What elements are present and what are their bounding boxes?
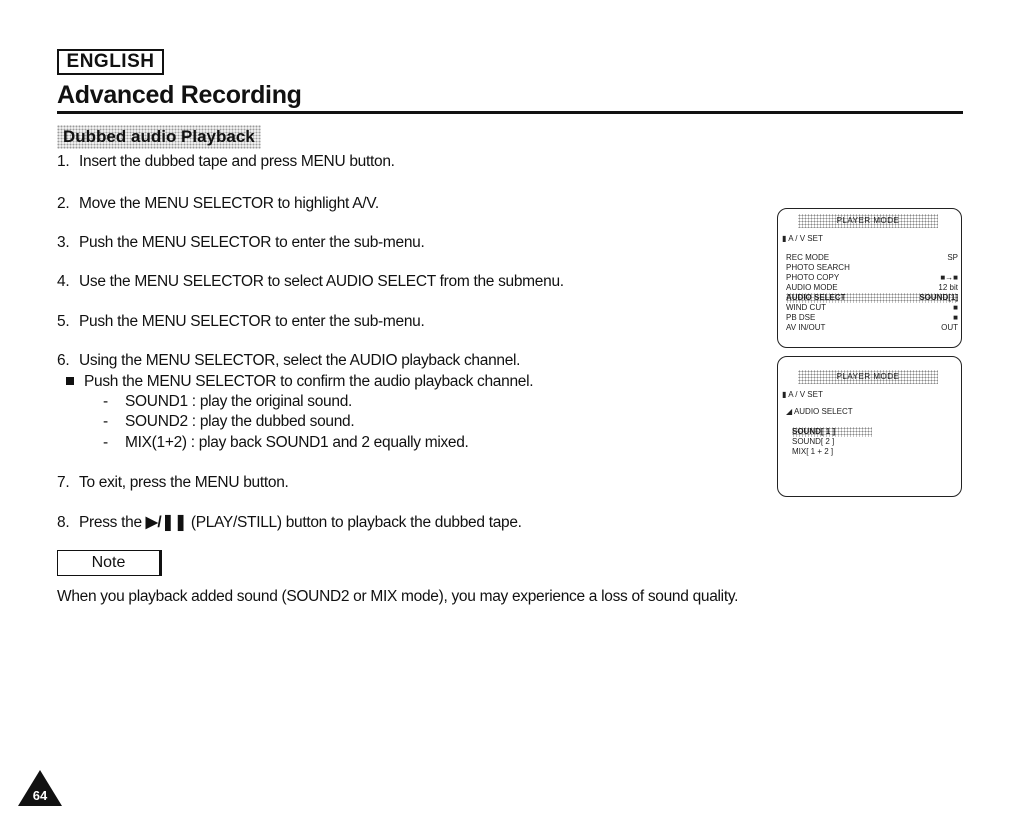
note-label: Note xyxy=(57,550,162,576)
step-text-before: Press the xyxy=(79,514,142,531)
step-6-item-sound1 xyxy=(103,392,352,412)
step-text: Push the MENU SELECTOR to enter the sub-menu. xyxy=(79,313,425,330)
sub-header-label: AUDIO SELECT xyxy=(793,407,853,416)
step-text-after: (PLAY/STILL) button to playback the dubbed tape. xyxy=(190,514,522,531)
menu-row-label: PHOTO SEARCH xyxy=(786,263,850,272)
step-5 xyxy=(57,312,424,332)
menu-list xyxy=(786,249,958,349)
step-text: Use the MENU SELECTOR to select AUDIO SELECT from the submenu. xyxy=(79,273,564,290)
menu-row-value: 12 bit xyxy=(938,283,958,292)
dash: - xyxy=(103,434,108,451)
page-number: 64 xyxy=(32,788,48,803)
step-6 xyxy=(57,351,520,371)
page-title: Advanced Recording xyxy=(57,81,302,109)
menu-row-audio-select xyxy=(786,293,958,303)
screen-header xyxy=(782,390,823,400)
step-2 xyxy=(57,194,379,214)
audio-select-header xyxy=(786,407,853,417)
step-number: 6. xyxy=(57,352,70,369)
menu-row-wind-cut xyxy=(786,303,958,313)
step-6-item-mix xyxy=(103,433,469,453)
language-label: ENGLISH xyxy=(57,49,164,75)
step-text: Push the MENU SELECTOR to enter the sub-menu. xyxy=(79,234,425,251)
menu-row-photo-copy xyxy=(786,273,958,283)
menu-row-label: WIND CUT xyxy=(786,303,826,312)
screen-header-label: A / V SET xyxy=(788,390,823,399)
menu-row-label: AV IN/OUT xyxy=(786,323,826,332)
option-sound2: SOUND[ 2 ] xyxy=(792,437,835,446)
section-title: Dubbed audio Playback xyxy=(57,125,261,149)
square-bullet-icon xyxy=(66,377,74,385)
note-text: When you playback added sound (SOUND2 or MIX mode), you may experience a loss of sound quality. xyxy=(57,588,739,605)
step-number: 3. xyxy=(57,234,70,251)
step-1 xyxy=(57,152,395,172)
menu-row-label: PHOTO COPY xyxy=(786,273,840,282)
step-6-item-sound2 xyxy=(103,412,354,432)
screen-header-label: A / V SET xyxy=(788,234,823,243)
menu-row-audio-mode xyxy=(786,283,958,293)
screen-header xyxy=(782,234,823,244)
step-number: 7. xyxy=(57,474,70,491)
speaker-icon: ◢ xyxy=(786,407,793,416)
step-3 xyxy=(57,233,424,253)
step-number: 5. xyxy=(57,313,70,330)
screen-title: PLAYER MODE xyxy=(798,370,938,384)
tape-icon: ▮ xyxy=(782,390,787,399)
step-text: Using the MENU SELECTOR, select the AUDIO playback channel. xyxy=(79,352,521,369)
menu-row-label: AUDIO MODE xyxy=(786,283,838,292)
menu-row-label: REC MODE xyxy=(786,253,830,262)
item-text: SOUND1 : play the original sound. xyxy=(125,393,353,410)
play-still-icon: ▶/❚❚ xyxy=(145,514,187,531)
screen-title: PLAYER MODE xyxy=(798,214,938,228)
item-text: SOUND2 : play the dubbed sound. xyxy=(125,413,355,430)
tape-icon: ▮ xyxy=(782,234,787,243)
step-7 xyxy=(57,473,289,493)
menu-row-value: SOUND[1] xyxy=(919,293,958,302)
step-number: 1. xyxy=(57,153,70,170)
step-text: Insert the dubbed tape and press MENU button. xyxy=(79,153,395,170)
step-number: 8. xyxy=(57,514,70,531)
option-sound1: SOUND[ 1 ] xyxy=(792,427,872,437)
menu-row-value: OUT xyxy=(941,323,958,332)
option-mix: MIX[ 1 + 2 ] xyxy=(792,447,834,456)
step-6-bullet xyxy=(66,372,533,392)
menu-row-value: ■ xyxy=(953,313,958,322)
step-4 xyxy=(57,272,564,292)
step-8 xyxy=(57,513,522,533)
title-divider xyxy=(57,111,963,114)
bullet-text: Push the MENU SELECTOR to confirm the audio playback channel. xyxy=(84,373,534,390)
step-number: 4. xyxy=(57,273,70,290)
menu-row-label: PB DSE xyxy=(786,313,816,322)
item-text: MIX(1+2) : play back SOUND1 and 2 equally mixed. xyxy=(125,434,469,451)
step-text: To exit, press the MENU button. xyxy=(79,474,289,491)
step-number: 2. xyxy=(57,195,70,212)
menu-row-value: ■→■ xyxy=(940,273,958,282)
step-text: Move the MENU SELECTOR to highlight A/V. xyxy=(79,195,379,212)
menu-row-value: SP xyxy=(947,253,958,262)
menu-row-rec-mode xyxy=(786,253,958,263)
player-mode-menu-screen xyxy=(777,208,962,348)
dash: - xyxy=(103,393,108,410)
menu-row-photo-search xyxy=(786,263,958,273)
dash: - xyxy=(103,413,108,430)
audio-select-menu-screen xyxy=(777,356,962,497)
menu-row-value: ■ xyxy=(953,303,958,312)
menu-row-pb-dse xyxy=(786,313,958,323)
menu-row-label: AUDIO SELECT xyxy=(786,293,846,302)
menu-row-av-in-out xyxy=(786,323,958,333)
